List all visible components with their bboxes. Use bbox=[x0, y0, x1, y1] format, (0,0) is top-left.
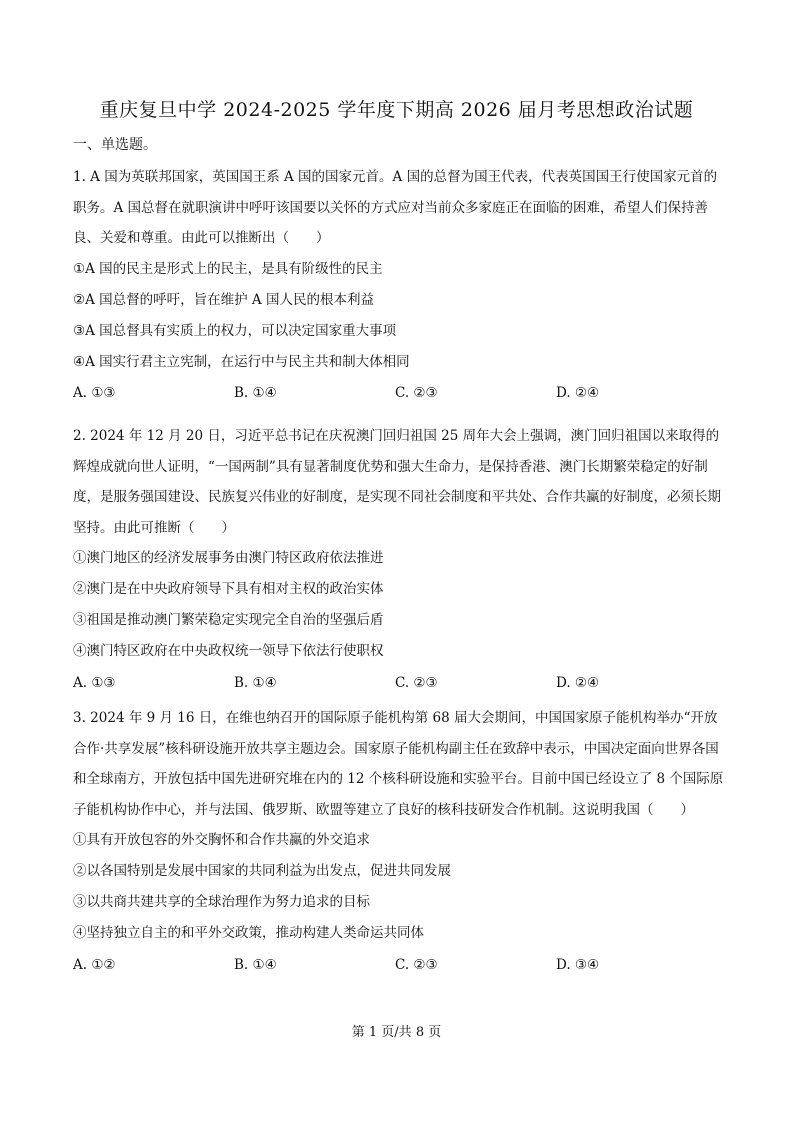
statement-option: ③祖国是推动澳门繁荣稳定实现完全自治的坚强后盾 bbox=[73, 612, 384, 628]
answer-choices bbox=[73, 667, 728, 698]
question-stem: 2. 2024 年 12 月 20 日，习近平总书记在庆祝澳门回归祖国 25 周年大会上强调，澳门回归祖国以来取得的辉煌成就向世人证明，“一国两制”具有显著制度优势和强大生命力，是保持香港、澳门长期繁荣稳定的好制度，是服务强国建设、民族复兴伟业的好制度，是实现不同社会制度和平共处、合作共赢的好制度，必须长期坚持。由此可推断（ ） bbox=[73, 428, 721, 536]
choice-c: C. ②③ bbox=[395, 674, 438, 691]
statement-option: ②澳门是在中央政府领导下具有相对主权的政治实体 bbox=[73, 581, 384, 597]
choice-a: A. ①③ bbox=[73, 674, 116, 691]
question-stem: 1. A 国为英联邦国家，英国国王系 A 国的国家元首。A 国的总督为国王代表，代表英国国王行使国家元首的职务。A 国总督在就职演讲中呼吁该国要以关怀的方式应对当前众多家庭正在面临的困难，希望人们保持善良、关爱和尊重。由此可以推断出（ ） bbox=[73, 169, 718, 246]
choice-b: B. ①④ bbox=[234, 674, 277, 691]
choice-d: D. ②④ bbox=[556, 674, 600, 691]
statement-option: ③以共商共建共享的全球治理作为努力追求的目标 bbox=[73, 894, 370, 910]
statement-option: ②A 国总督的呼吁，旨在维护 A 国人民的根本利益 bbox=[73, 291, 374, 308]
page-footer: 第 1 页/共 8 页 bbox=[351, 1025, 442, 1040]
statement-option: ③A 国总督具有实质上的权力，可以决定国家重大事项 bbox=[73, 322, 397, 339]
choice-b: B. ①④ bbox=[234, 956, 277, 973]
choice-a: A. ①③ bbox=[73, 385, 116, 401]
question-stem: 3. 2024 年 9 月 16 日，在维也纳召开的国际原子能机构第 68 届大会期间，中国国家原子能机构举办“开放合作·共享发展”核科研设施开放共享主题边会。国家原子能机构副主任在致辞中表示，中国决定面向世界各国和全球南方，开放包括中国先进研究堆在内的 12 个核科研设施和实验平台。目前中国已经设立了 8 个国际原子能机构协作中心，并与法国、俄罗斯、欧盟等建立了良好的核科技研发合作机制。这说明我国（ ） bbox=[73, 710, 724, 818]
choice-c: C. ②③ bbox=[395, 385, 438, 401]
choice-b: B. ①④ bbox=[234, 385, 277, 401]
choice-c: C. ②③ bbox=[395, 956, 438, 973]
choice-d: D. ③④ bbox=[556, 956, 600, 973]
statement-option: ④澳门特区政府在中央政权统一领导下依法行使职权 bbox=[73, 643, 384, 659]
section-heading: 一、单选题。 bbox=[73, 137, 157, 153]
statement-option: ①A 国的民主是形式上的民主，是具有阶级性的民主 bbox=[73, 260, 383, 277]
question-1 bbox=[73, 162, 728, 409]
question-2 bbox=[73, 421, 728, 698]
exam-title: 重庆复旦中学 2024-2025 学年度下期高 2026 届月考思想政治试题 bbox=[99, 99, 694, 121]
answer-choices bbox=[73, 949, 728, 980]
statement-option: ②以各国特别是发展中国家的共同利益为出发点，促进共同发展 bbox=[73, 863, 451, 879]
choice-a: A. ①② bbox=[73, 956, 116, 973]
question-3 bbox=[73, 703, 728, 980]
statement-option: ④坚持独立自主的和平外交政策，推动构建人类命运共同体 bbox=[73, 925, 424, 941]
statement-option: ①澳门地区的经济发展事务由澳门特区政府依法推进 bbox=[73, 550, 384, 566]
answer-choices bbox=[73, 378, 728, 409]
choice-d: D. ②④ bbox=[556, 385, 600, 401]
statement-option: ④A 国实行君主立宪制，在运行中与民主共和制大体相同 bbox=[73, 353, 410, 370]
statement-option: ①具有开放包容的外交胸怀和合作共赢的外交追求 bbox=[73, 832, 370, 848]
